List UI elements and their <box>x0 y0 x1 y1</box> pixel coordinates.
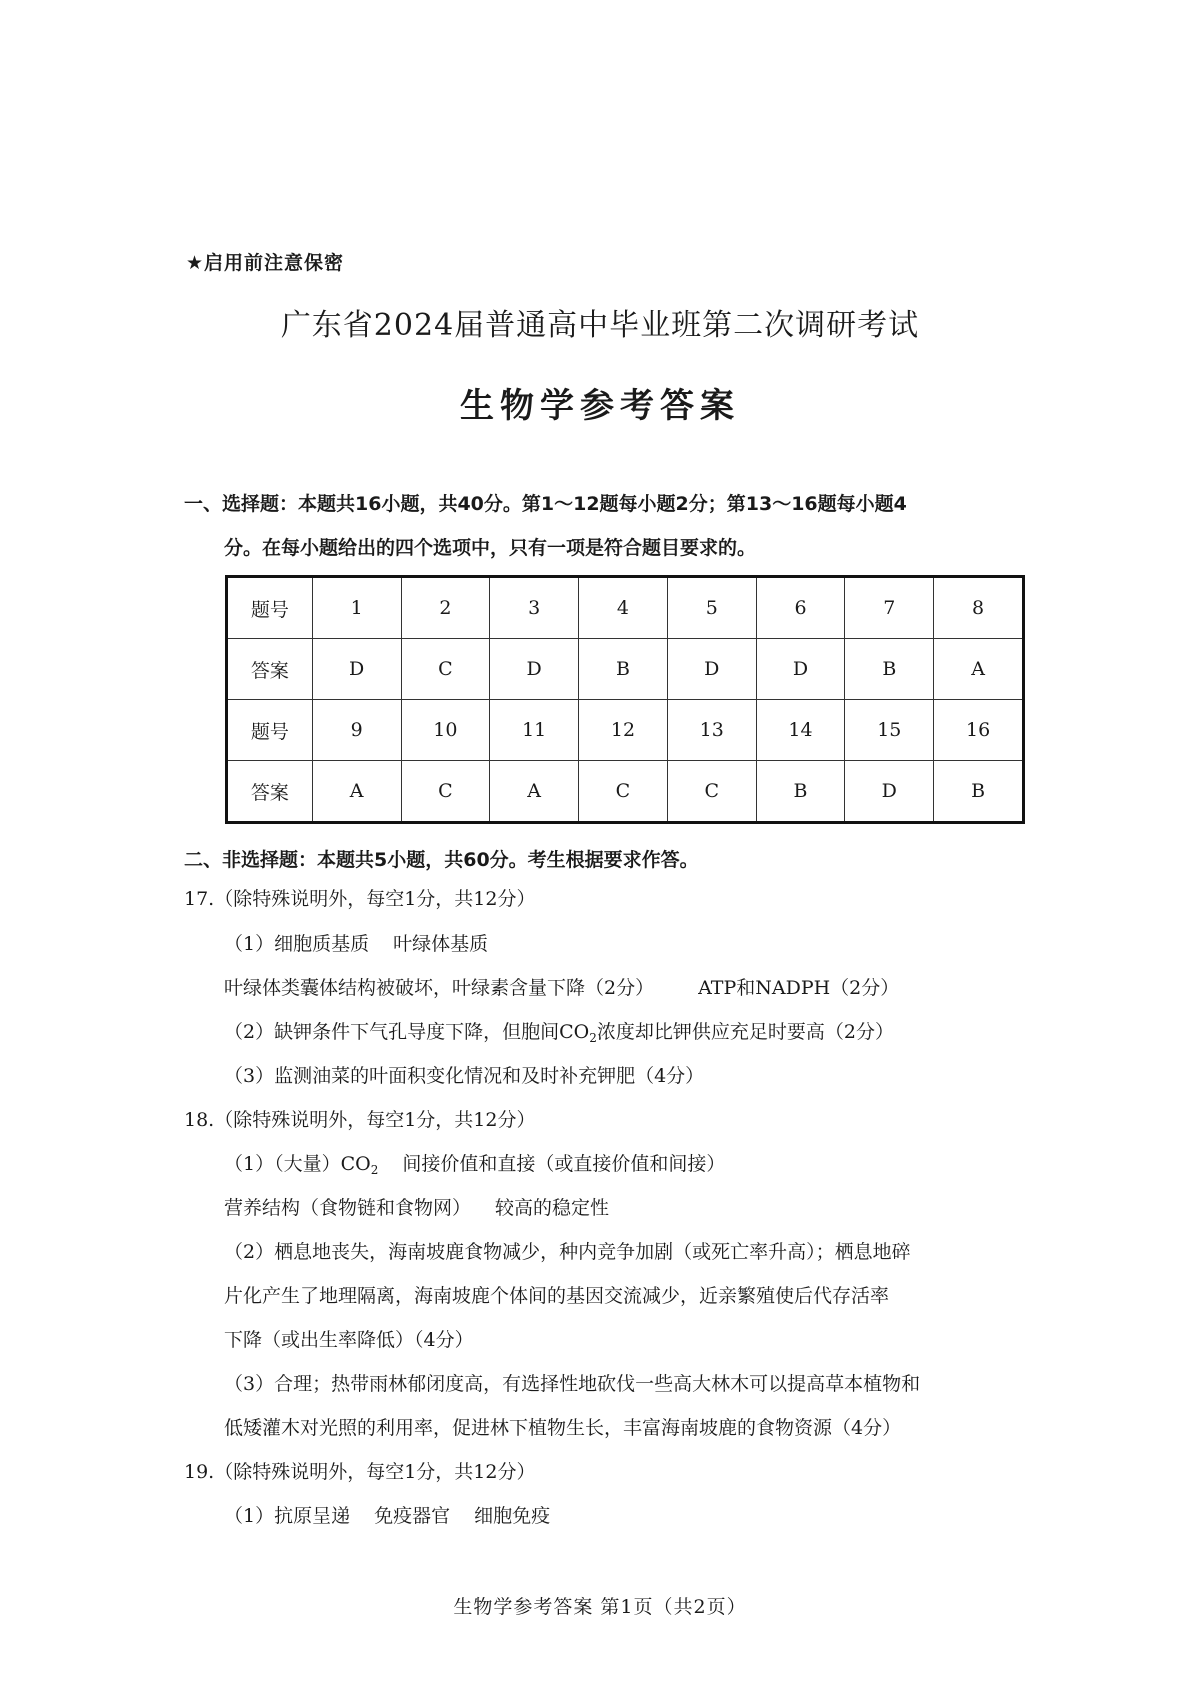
question-number: 4 <box>579 577 668 639</box>
question-number: 11 <box>490 700 579 761</box>
q18-answer-2a: 营养结构（食物链和食物网） <box>224 1197 472 1219</box>
answer-cell: A <box>934 639 1024 700</box>
q18-answer-2b: 较高的稳定性 <box>495 1197 610 1219</box>
answer-cell: C <box>667 761 756 823</box>
answer-cell: B <box>845 639 934 700</box>
q18-intro: 18.（除特殊说明外，每空1分，共12分） <box>184 1109 536 1131</box>
answer-cell: B <box>756 761 845 823</box>
q17-answer-line2 <box>224 973 899 1003</box>
question-number: 16 <box>934 700 1024 761</box>
q18-answer-line7: 低矮灌木对光照的利用率，促进林下植物生长，丰富海南坡鹿的食物资源（4分） <box>224 1417 902 1439</box>
answer-cell: D <box>845 761 934 823</box>
confidential-notice: ★启用前注意保密 <box>186 252 345 274</box>
co2-subscript: 2 <box>370 1163 379 1177</box>
q17-intro: 17.（除特殊说明外，每空1分，共12分） <box>184 888 536 910</box>
q17-answer-1b: 叶绿体基质 <box>393 933 489 955</box>
page-footer: 生物学参考答案 第1页（共2页） <box>453 1596 747 1618</box>
answer-cell: A <box>490 761 579 823</box>
section1-heading-line1: 一、选择题：本题共16小题，共40分。第1～12题每小题2分；第13～16题每小题4 <box>184 493 907 515</box>
question-number: 5 <box>667 577 756 639</box>
answer-cell: B <box>579 639 668 700</box>
table-row <box>227 577 1024 639</box>
answer-table <box>225 575 1025 824</box>
q19-intro: 19.（除特殊说明外，每空1分，共12分） <box>184 1461 536 1483</box>
q18-answer-line6: （3）合理；热带雨林郁闭度高，有选择性地砍伐一些高大林木可以提高草本植物和 <box>224 1373 921 1395</box>
q17-answer-2b: ATP和NADPH（2分） <box>698 977 900 999</box>
answer-cell: C <box>401 639 490 700</box>
question-number: 7 <box>845 577 934 639</box>
exam-title: 广东省2024届普通高中毕业班第二次调研考试 <box>280 308 920 343</box>
question-number: 8 <box>934 577 1024 639</box>
answer-key-title: 生物学参考答案 <box>460 386 740 426</box>
q17-answer-3a: （2）缺钾条件下气孔导度下降，但胞间CO <box>224 1021 590 1043</box>
question-number: 3 <box>490 577 579 639</box>
section1-heading <box>184 482 1044 570</box>
q19-answer-1b: 免疫器官 <box>374 1505 451 1527</box>
table-row <box>227 761 1024 823</box>
table-row <box>227 700 1024 761</box>
answer-cell: D <box>490 639 579 700</box>
q17-answer-1a: （1）细胞质基质 <box>224 933 370 955</box>
q17-answer-line4: （3）监测油菜的叶面积变化情况和及时补充钾肥（4分） <box>224 1065 705 1087</box>
q17-answer-3b: 浓度却比钾供应充足时要高（2分） <box>596 1021 894 1043</box>
q18-answer-line3: （2）栖息地丧失，海南坡鹿食物减少，种内竞争加剧（或死亡率升高）；栖息地碎 <box>224 1241 911 1263</box>
question-number: 14 <box>756 700 845 761</box>
q19-answer-line1 <box>224 1501 550 1531</box>
section2-heading: 二、非选择题：本题共5小题，共60分。考生根据要求作答。 <box>184 849 699 871</box>
question-number: 13 <box>667 700 756 761</box>
question-number: 10 <box>401 700 490 761</box>
question-number: 2 <box>401 577 490 639</box>
answer-cell: B <box>934 761 1024 823</box>
question-number: 15 <box>845 700 934 761</box>
q18-answer-1a: （1）（大量）CO <box>224 1153 371 1175</box>
answer-label: 答案 <box>227 639 313 700</box>
answer-cell: D <box>312 639 401 700</box>
answer-cell: C <box>579 761 668 823</box>
co2-subscript: 2 <box>589 1031 597 1045</box>
question-number: 12 <box>579 700 668 761</box>
question-number: 1 <box>312 577 401 639</box>
q17-answer-2a: 叶绿体类囊体结构被破坏，叶绿素含量下降（2分） <box>224 977 655 999</box>
q17-answer-line3 <box>224 1017 894 1053</box>
q19-answer-1a: （1）抗原呈递 <box>224 1505 351 1527</box>
q18-answer-line4: 片化产生了地理隔离，海南坡鹿个体间的基因交流减少，近亲繁殖使后代存活率 <box>224 1285 890 1307</box>
section1-heading-line2: 分。在每小题给出的四个选项中，只有一项是符合题目要求的。 <box>224 537 757 559</box>
question-number: 9 <box>312 700 401 761</box>
q18-answer-line1 <box>224 1149 725 1185</box>
answer-cell: D <box>667 639 756 700</box>
question-number: 6 <box>756 577 845 639</box>
q18-answer-1b: 间接价值和直接（或直接价值和间接） <box>402 1153 726 1175</box>
number-label: 题号 <box>227 577 313 639</box>
number-label: 题号 <box>227 700 313 761</box>
q17-answer-line1 <box>224 929 488 959</box>
q19-answer-1c: 细胞免疫 <box>474 1505 551 1527</box>
answer-cell: A <box>312 761 401 823</box>
q18-answer-line5: 下降（或出生率降低）（4分） <box>224 1329 474 1351</box>
q18-answer-line2 <box>224 1193 609 1223</box>
table-row <box>227 639 1024 700</box>
answer-cell: D <box>756 639 845 700</box>
answer-label: 答案 <box>227 761 313 823</box>
answer-cell: C <box>401 761 490 823</box>
